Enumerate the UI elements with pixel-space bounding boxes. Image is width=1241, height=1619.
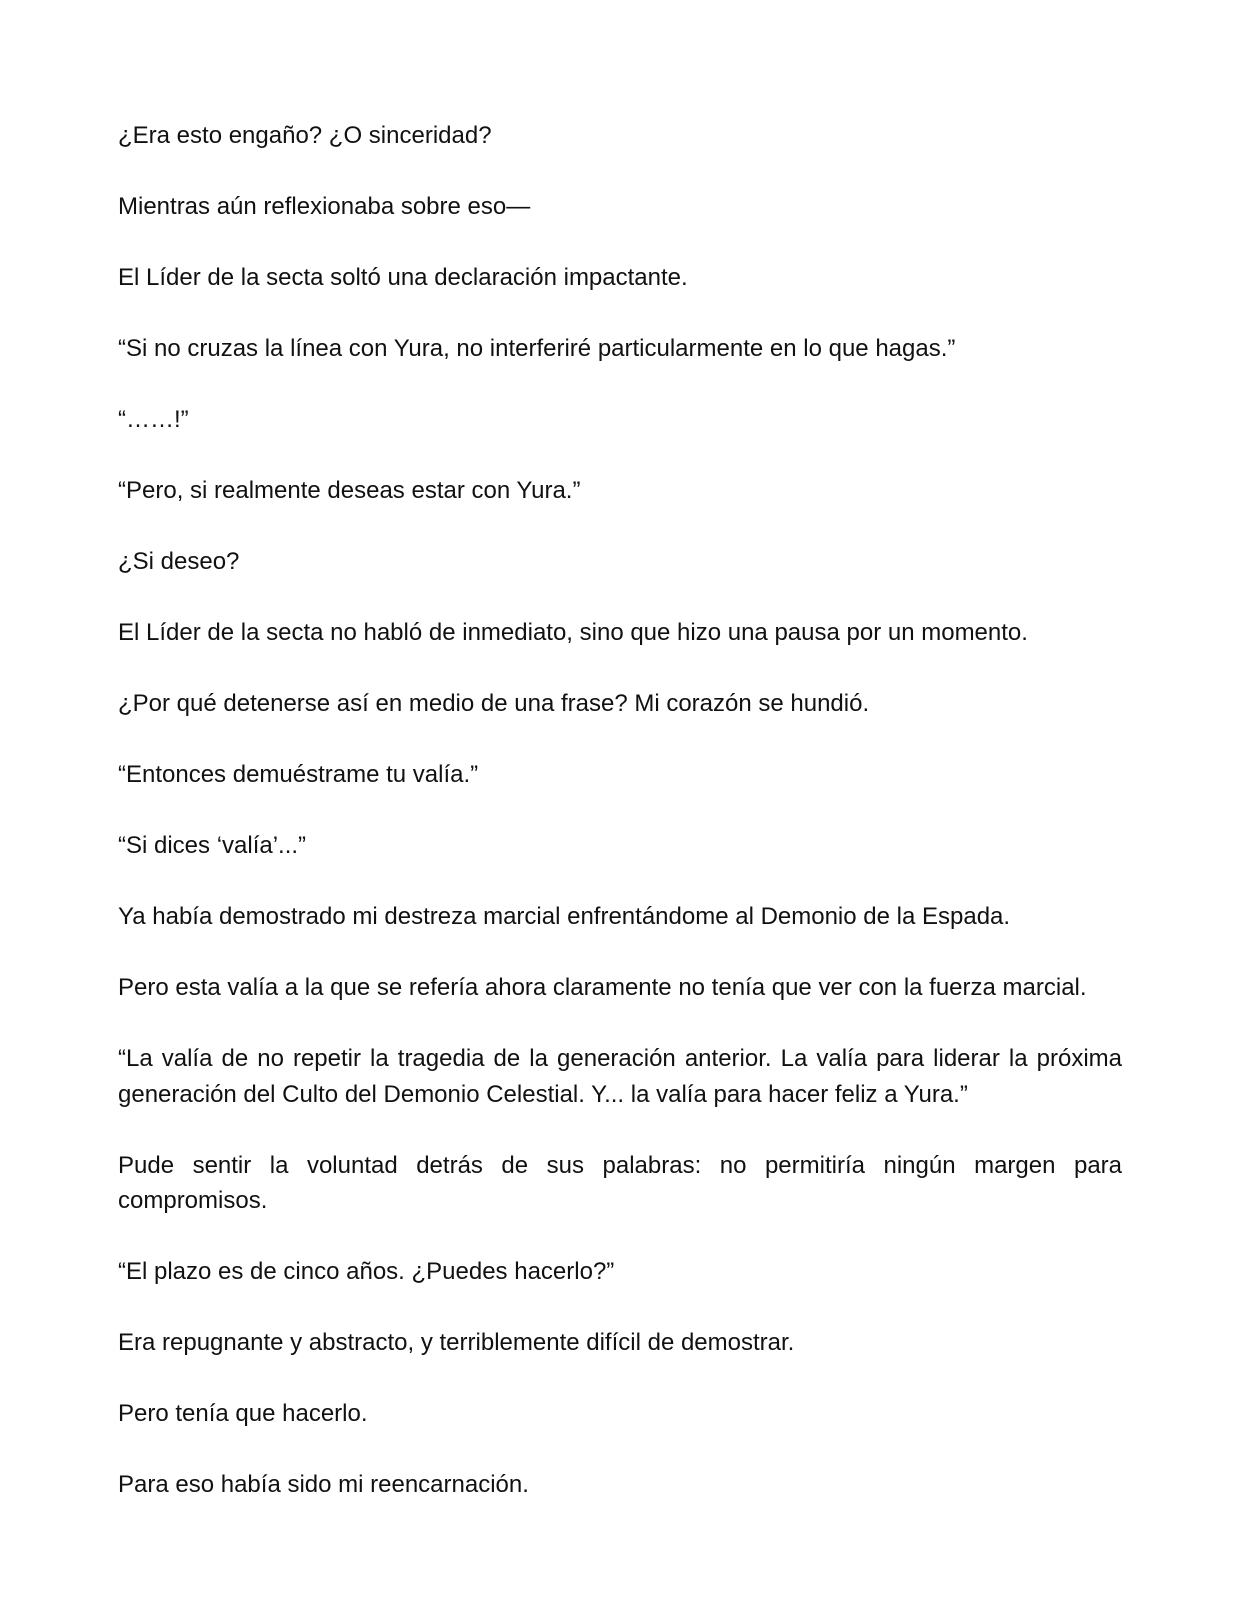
document-body [118,118,1122,1538]
paragraph: Pero esta valía a la que se refería ahora claramente no tenía que ver con la fuerza marcial. [118,974,1087,1001]
paragraph: “Entonces demuéstrame tu valía.” [118,761,479,788]
paragraph: Ya había demostrado mi destreza marcial enfrentándome al Demonio de la Espada. [118,903,1011,930]
paragraph: Para eso había sido mi reencarnación. [118,1471,529,1498]
paragraph: Mientras aún reflexionaba sobre eso— [118,193,531,220]
paragraph: El Líder de la secta soltó una declaración impactante. [118,264,688,291]
paragraph: “La valía de no repetir la tragedia de la generación anterior. La valía para liderar la próxima generación del Culto del Demonio Celestial. Y... la valía para hacer feliz a Yura.” [118,1045,1122,1108]
paragraph: “Pero, si realmente deseas estar con Yura.” [118,477,581,504]
paragraph: Pero tenía que hacerlo. [118,1400,368,1427]
paragraph: “El plazo es de cinco años. ¿Puedes hacerlo?” [118,1258,615,1285]
paragraph: “……!” [118,406,189,433]
paragraph: “Si no cruzas la línea con Yura, no interferiré particularmente en lo que hagas.” [118,335,956,362]
paragraph: El Líder de la secta no habló de inmediato, sino que hizo una pausa por un momento. [118,619,1028,646]
paragraph: Pude sentir la voluntad detrás de sus palabras: no permitiría ningún margen para compromisos. [118,1151,1122,1214]
paragraph: ¿Era esto engaño? ¿O sinceridad? [118,122,492,149]
paragraph: Era repugnante y abstracto, y terriblemente difícil de demostrar. [118,1329,795,1356]
paragraph: ¿Si deseo? [118,548,240,575]
paragraph: ¿Por qué detenerse así en medio de una frase? Mi corazón se hundió. [118,690,870,717]
paragraph: “Si dices ‘valía’...” [118,832,307,859]
